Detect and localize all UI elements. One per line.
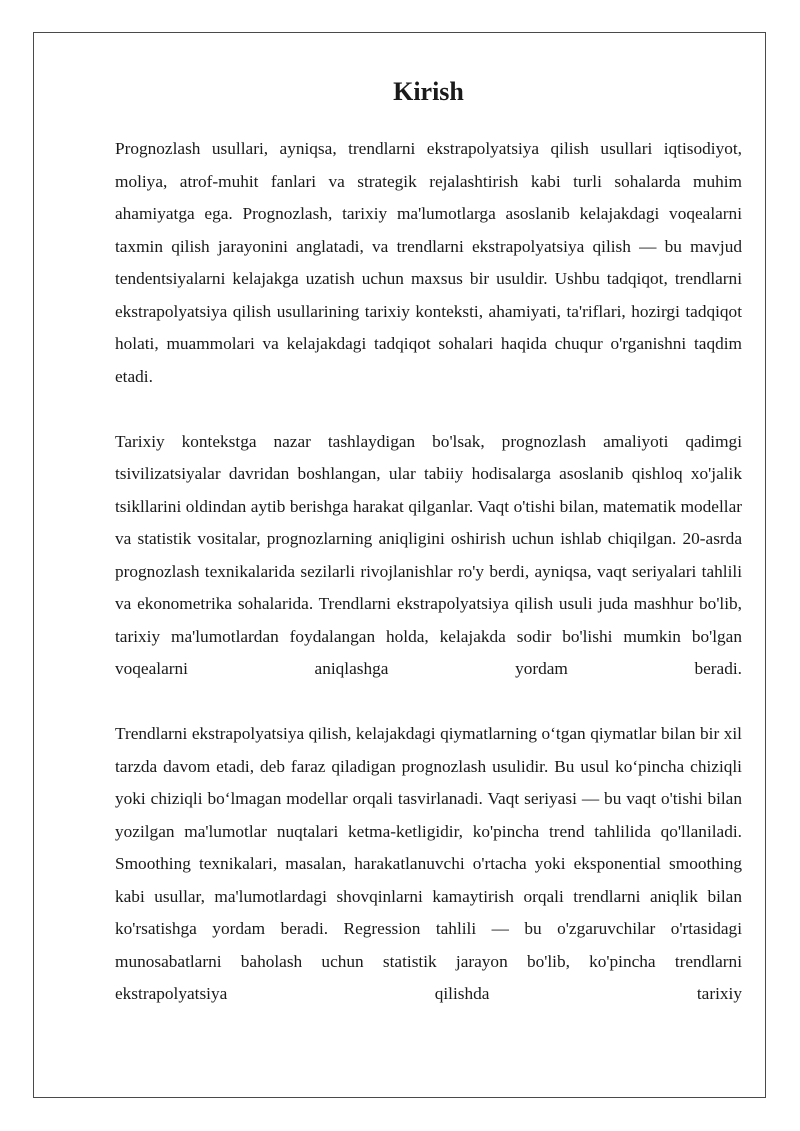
paragraph-introduction: Prognozlash usullari, ayniqsa, trendlarni ekstrapolyatsiya qilish usullari iqtisodiyot, moliya, atrof-muhit fanlari va strategik rejalashtirish kabi turli sohalarda muhim ahamiyatga ega. Prognozlash, tarixiy ma'lumotlarga asoslanib kelajakdagi voqealarni taxmin qilish jarayonini anglatadi, va trendlarni ekstrapolyatsiya qilish — bu mavjud tendentsiyalarni kelajakga uzatish uchun maxsus bir usuldir. Ushbu tadqiqot, trendlarni ekstrapolyatsiya qilish usullarining tarixiy konteksti, ahamiyati, ta'riflari, hozirgi tadqiqot holati, muammolari va kelajakdagi tadqiqot sohalari haqida chuqur o'rganishni taqdim etadi. — [115, 139, 742, 386]
paragraph-definitions: Trendlarni ekstrapolyatsiya qilish, kelajakdagi qiymatlarning o‘tgan qiymatlar bilan bir xil tarzda davom etadi, deb faraz qiladigan prognozlash usulidir. Bu usul ko‘pincha chiziqli yoki chiziqli bo‘lmagan modellar orqali tasvirlanadi. Vaqt seriyasi — bu vaqt o'tishi bilan yozilgan ma'lumotlar nuqtalari ketma-ketligidir, ko'pincha trend tahlilida qo'llaniladi. Smoothing texnikalari, masalan, harakatlanuvchi o'rtacha yoki eksponential smoothing kabi usullar, ma'lumotlardagi shovqinlarni kamaytirish orqali trendlarni aniqlik bilan ko'rsatishga yordam beradi. Regression tahlili — bu o'zgaruvchilar o'rtasidagi munosabatlarni baholash uchun statistik jarayon bo'lib, ko'pincha trendlarni ekstrapolyatsiya qilishda tarixiy — [115, 724, 742, 1003]
document-body — [115, 72, 742, 1043]
paragraph-historical-context: Tarixiy kontekstga nazar tashlaydigan bo'lsak, prognozlash amaliyoti qadimgi tsivilizatsiyalar davridan boshlangan, ular tabiiy hodisalarga asoslanib qishloq xo'jalik tsikllarini oldindan aytib berishga harakat qilganlar. Vaqt o'tishi bilan, matematik modellar va statistik vositalar, prognozlarning aniqligini oshirish uchun ishlab chiqilgan. 20-asrda prognozlash texnikalarida sezilarli rivojlanishlar ro'y berdi, ayniqsa, vaqt seriyalari tahlili va ekonometrika sohalarida. Trendlarni ekstrapolyatsiya qilish usuli juda mashhur bo'lib, tarixiy ma'lumotlardan foydalangan holda, kelajakda sodir bo'lishi mumkin bo'lgan voqealarni aniqlashga yordam beradi. — [115, 431, 742, 678]
page-title: Kirish — [393, 77, 464, 106]
